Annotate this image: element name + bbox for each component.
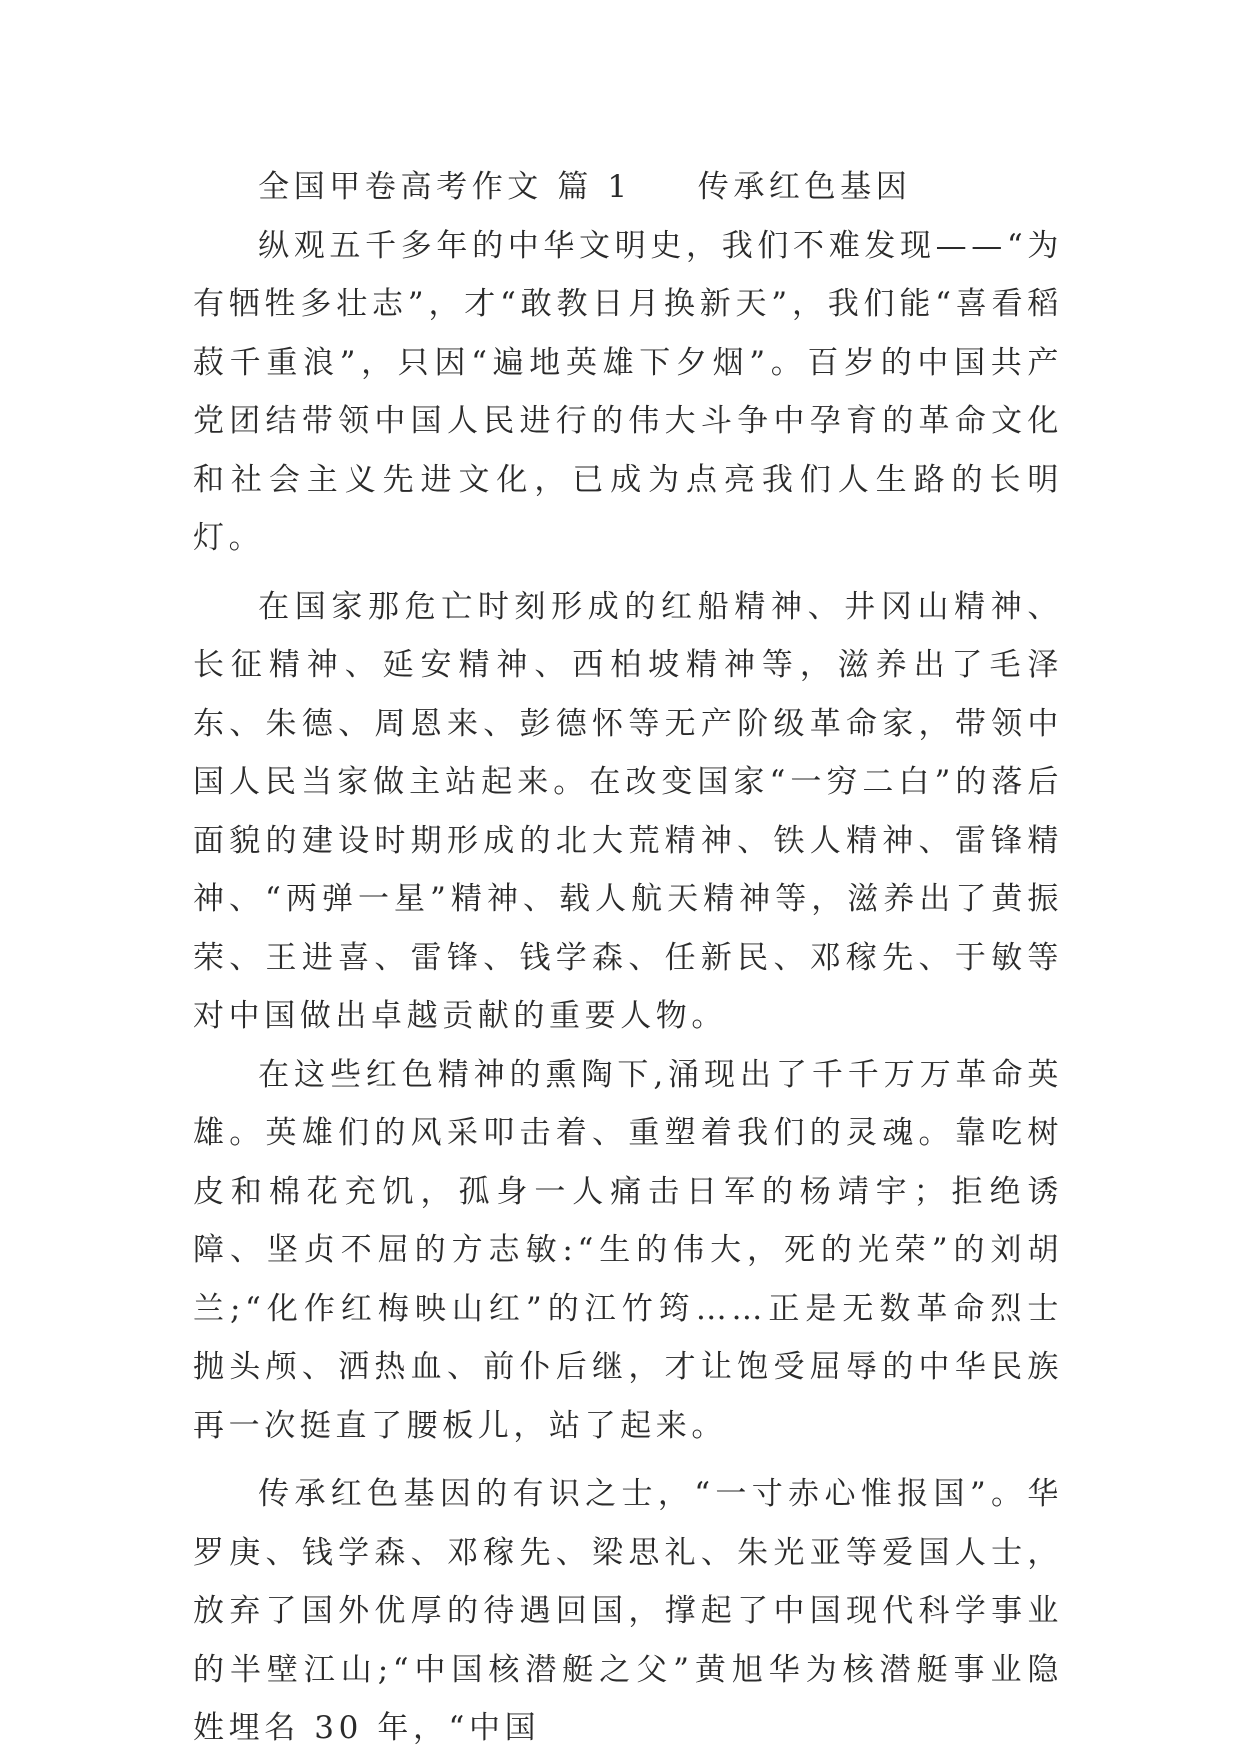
paragraph-3: 在这些红色精神的熏陶下,涌现出了千千万万革命英雄。英雄们的风采叩击着、重塑着我们的灵魂。靠吃树皮和棉花充饥，孤身一人痛击日军的杨靖宇；拒绝诱障、坚贞不屈的方志敏:“生的伟大，死的光荣”的刘胡兰;“化作红梅映山红”的江竹筠……正是无数革命烈士抛头颅、洒热血、前仆后继，才让饱受屈辱的中华民族再一次挺直了腰板儿，站了起来。: [193, 1056, 1063, 1444]
document-body: [193, 158, 1063, 1758]
paragraph-1: 纵观五千多年的中华文明史，我们不难发现——“为有牺牲多壮志”，才“敢教日月换新天”，我们能“喜看稻菽千重浪”，只因“遍地英雄下夕烟”。百岁的中国共产党团结带领中国人民进行的伟大斗争中孕育的革命文化和社会主义先进文化，已成为点亮我们人生路的长明灯。: [193, 227, 1063, 556]
essay-title-line: [193, 158, 1063, 217]
paragraph-spacer: [193, 568, 1063, 578]
paragraph-spacer: [193, 1455, 1063, 1465]
essay-title-main: 传承红色基因: [697, 169, 912, 205]
paragraph-2: 在国家那危亡时刻形成的红船精神、井冈山精神、长征精神、延安精神、西柏坡精神等，滋养出了毛泽东、朱德、周恩来、彭德怀等无产阶级革命家，带领中国人民当家做主站起来。在改变国家“一穷二白”的落后面貌的建设时期形成的北大荒精神、铁人精神、雷锋精神、“两弹一星”精神、载人航天精神等，滋养出了黄振荣、王进喜、雷锋、钱学森、任新民、邓稼先、于敏等对中国做出卓越贡献的重要人物。: [193, 588, 1063, 1034]
paragraph-4: 传承红色基因的有识之士，“一寸赤心惟报国”。华罗庚、钱学森、邓稼先、梁思礼、朱光亚等爱国人士，放弃了国外优厚的待遇回国，撑起了中国现代科学事业的半壁江山;“中国核潜艇之父”黄旭华为核潜艇事业隐姓埋名 30 年，“中国: [193, 1476, 1063, 1746]
essay-title-prefix: 全国甲卷高考作文 篇 1: [258, 169, 632, 205]
